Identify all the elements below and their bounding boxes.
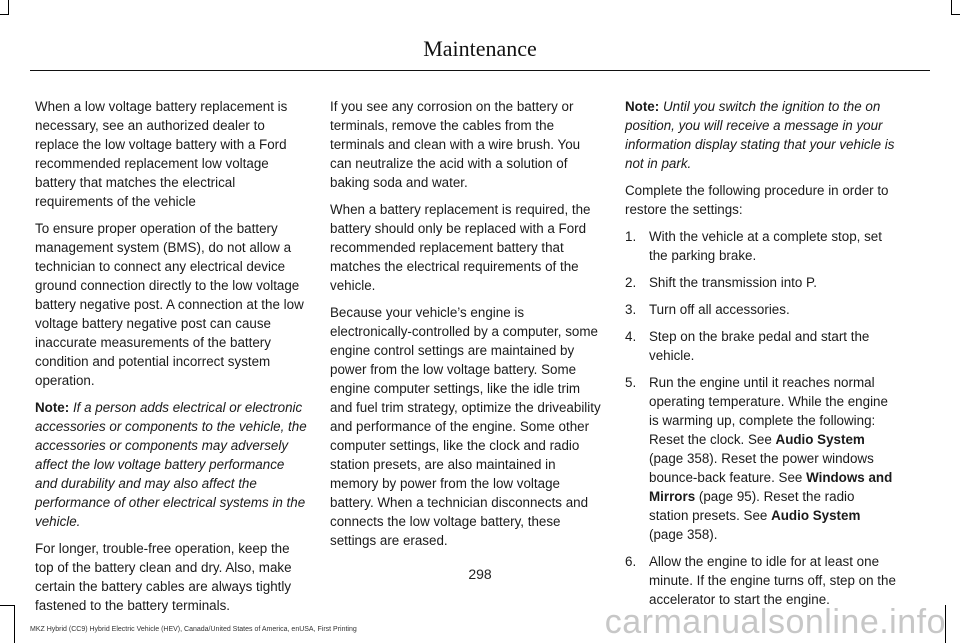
cross-reference-link[interactable]: Audio System [771, 508, 861, 523]
note-ignition [625, 97, 897, 173]
crop-mark-top-right [951, 0, 952, 14]
list-item [625, 300, 897, 319]
printing-info: MKZ Hybrid (CC9) Hybrid Electric Vehicle (HEV), Canada/United States of America, enUSA, First Printing [30, 626, 357, 633]
paragraph-battery-replacement: When a battery replacement is required, the battery should only be replaced with a Ford recommended replacement battery that matches the electrical requirements of the vehicle. [330, 202, 591, 293]
crop-mark-bottom-left-h [0, 605, 14, 606]
step-number: 3. [625, 302, 637, 317]
list-item [625, 227, 897, 265]
step-text: With the vehicle at a complete stop, set the parking brake. [649, 229, 882, 263]
note-text: Until you switch the ignition to the on position, you will receive a message in your information display stating that your vehicle is not in park. [625, 99, 895, 171]
crop-mark-top-left-h [0, 14, 9, 15]
cross-reference-link[interactable]: Audio System [775, 432, 865, 447]
column-left [35, 97, 307, 623]
step-text: Shift the transmission into P. [649, 275, 817, 290]
step-text: Allow the engine to idle for at least one minute. If the engine turns off, step on the accelerator to start the engine. [649, 554, 896, 607]
paragraph-clean-dry: For longer, trouble-free operation, keep the top of the battery clean and dry. Also, make certain the battery cables are always tightly fastened to the battery terminals. [35, 541, 292, 613]
column-middle [330, 97, 602, 558]
crop-mark-bottom-left [14, 605, 15, 643]
step-text: (page 358). Reset the power windows bounce-back feature. See [649, 451, 874, 485]
note-label: Note: [625, 99, 660, 114]
paragraph-replacement: When a low voltage battery replacement is necessary, see an authorized dealer to replace the low voltage battery with a Ford recommended replacement low voltage battery that matches the electrical requirements of the vehicle [35, 99, 288, 209]
step-text: (page 358). [649, 527, 718, 542]
step-text: Step on the brake pedal and start the vehicle. [649, 329, 870, 363]
note-label: Note: [35, 400, 70, 415]
step-text: (page 95). Reset the radio station presets. See [649, 489, 855, 523]
step-text: Run the engine until it reaches normal operating temperature. While the engine is warming up, complete the following: Reset the clock. See [649, 375, 888, 447]
crop-mark-top-left [8, 0, 9, 14]
paragraph-corrosion: If you see any corrosion on the battery or terminals, remove the cables from the terminals and clean with a wire brush. You can neutralize the acid with a solution of baking soda and water. [330, 99, 581, 190]
list-item [625, 373, 897, 544]
column-right [625, 97, 897, 617]
watermark: carmanualsonline.info [604, 603, 946, 641]
page-title: Maintenance [423, 36, 537, 61]
step-number: 6. [625, 554, 637, 569]
procedure-intro: Complete the following procedure in order to restore the settings: [625, 183, 889, 217]
paragraph-computer-settings: Because your vehicle’s engine is electronically-controlled by a computer, some engine control settings are maintained by power from the low voltage battery. Some engine computer settings, like the idle trim and fuel trim strategy, optimize the driveability and performance of the engine. Some other computer settings, like the clock and radio station presets, are also maintained in memory by power from the low voltage battery. When a technician disconnects and connects the low voltage battery, these settings are erased. [330, 305, 601, 548]
cross-reference-link[interactable]: Windows and Mirrors [649, 470, 893, 504]
step-number: 2. [625, 275, 637, 290]
list-item [625, 327, 897, 365]
paragraph-bms: To ensure proper operation of the battery management system (BMS), do not allow a technician to connect any electrical device ground connection directly to the low voltage battery negative post. A connection at the low voltage battery negative post can cause inaccurate measurements of the battery condition and potential incorrect system operation. [35, 221, 304, 388]
page-number: 298 [468, 566, 492, 582]
note-text: If a person adds electrical or electronic accessories or components to the vehicle, the accessories or components may adversely affect the low voltage battery performance and durability and may also affect the performance of other electrical systems in the vehicle. [35, 400, 307, 529]
step-number: 4. [625, 329, 637, 344]
step-number: 5. [625, 375, 637, 390]
step-text: Turn off all accessories. [649, 302, 790, 317]
procedure-steps [625, 227, 897, 609]
step-number: 1. [625, 229, 637, 244]
list-item [625, 273, 897, 292]
header-divider [30, 70, 930, 71]
note-accessories [35, 398, 307, 531]
crop-mark-top-right-h [951, 14, 960, 15]
